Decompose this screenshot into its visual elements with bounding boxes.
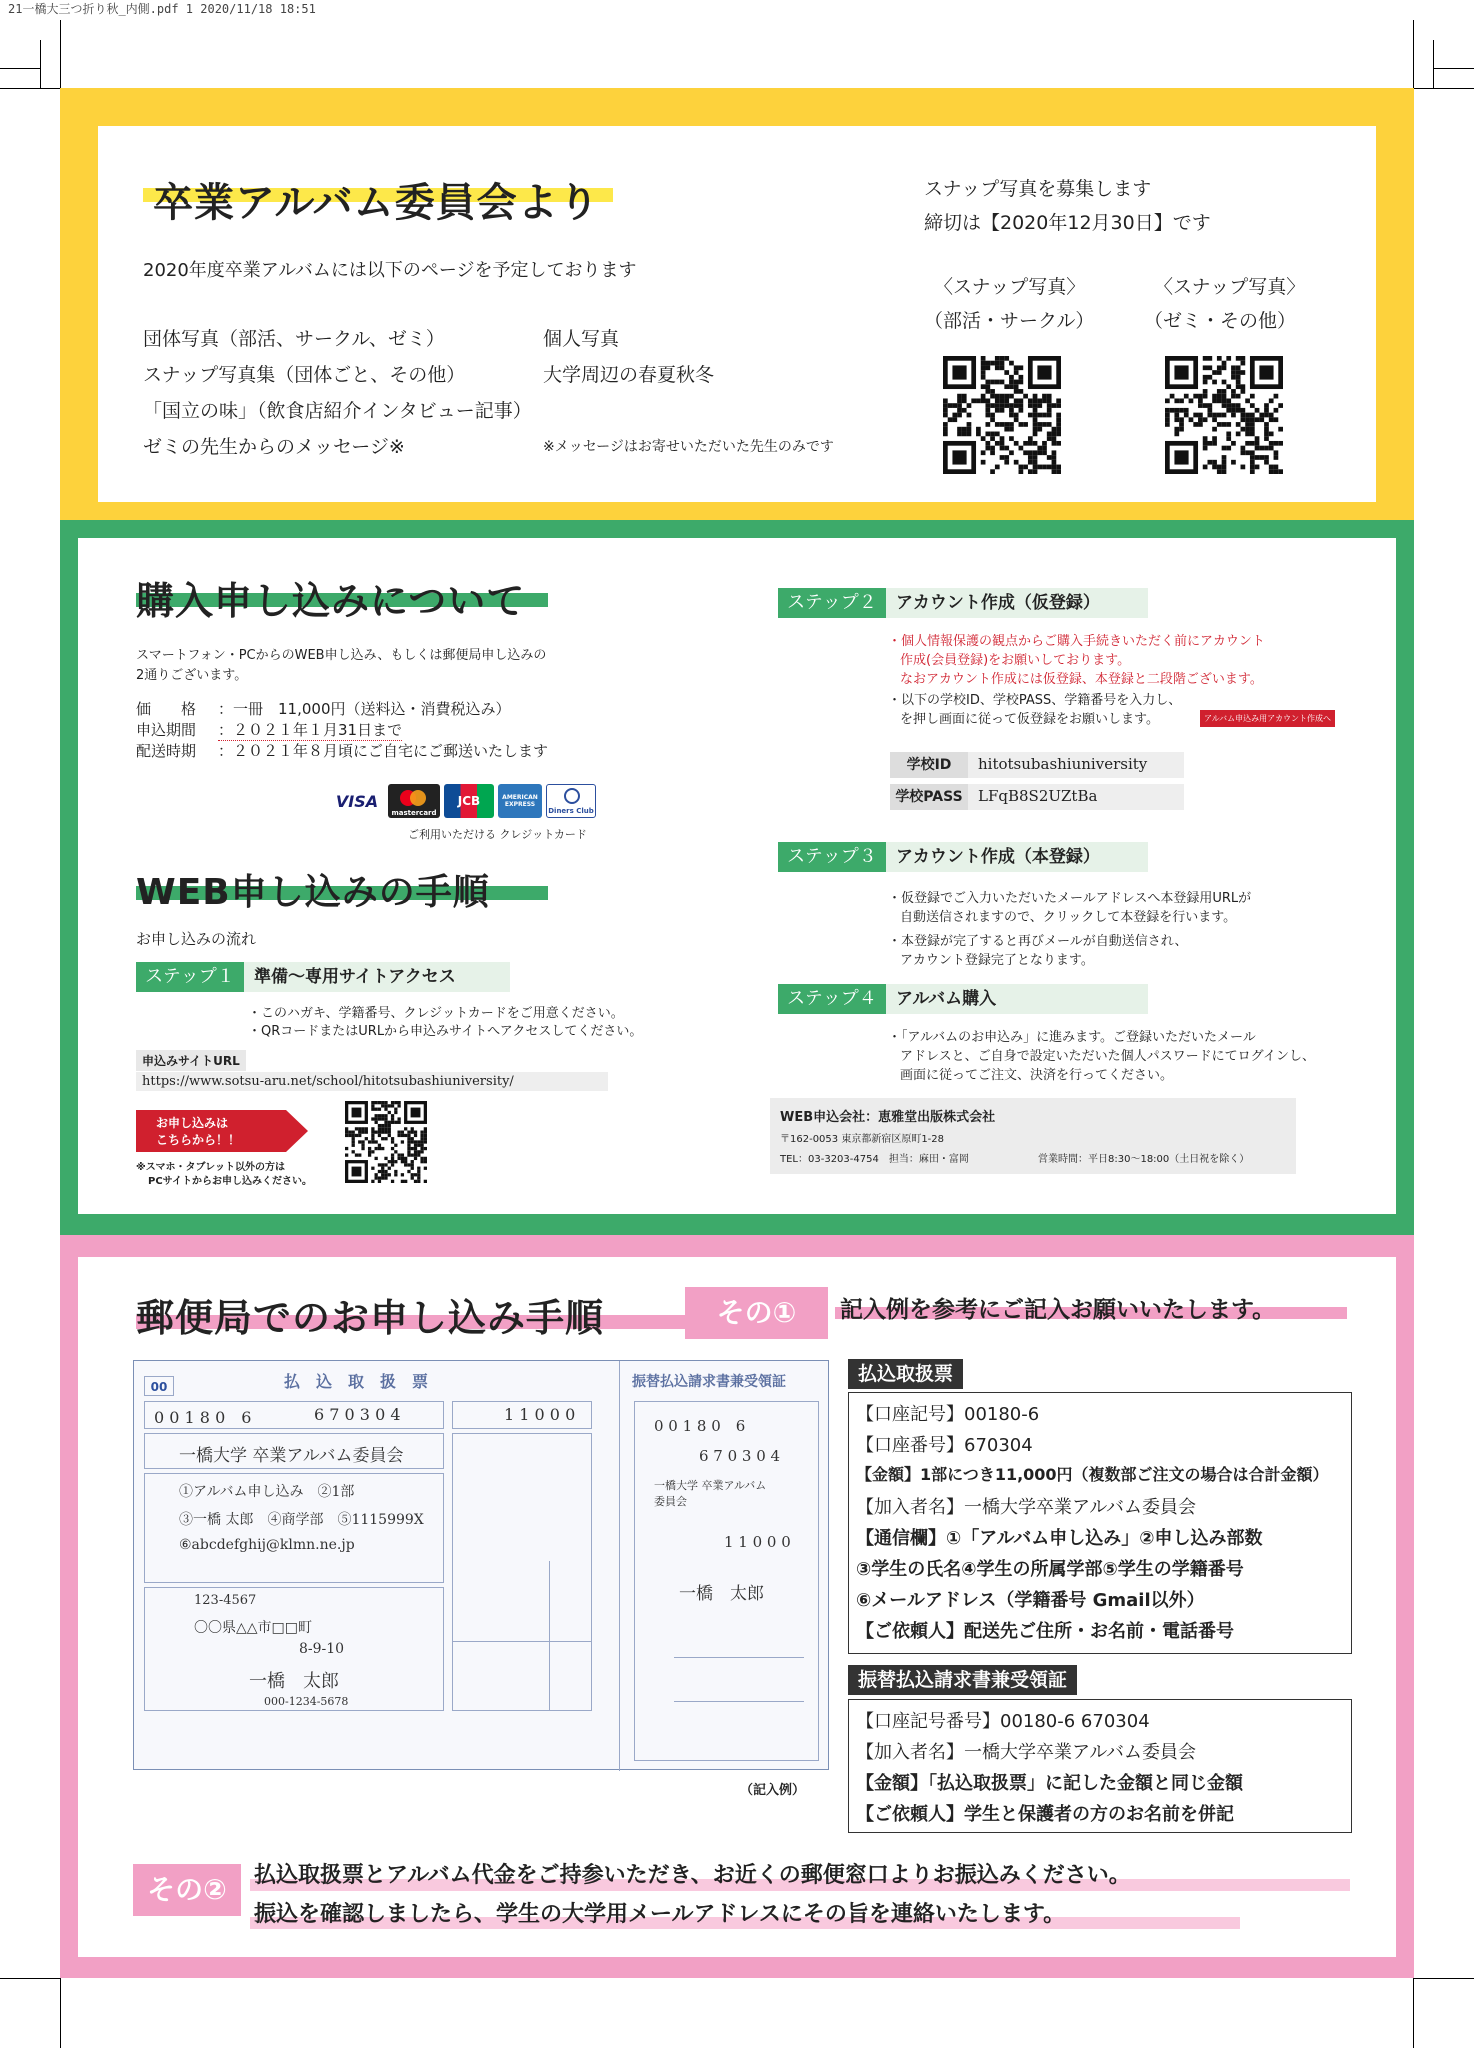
school-id-value: hitotsubashiuniversity	[978, 755, 1148, 773]
web-title: WEB申し込みの手順	[136, 872, 490, 913]
step3-bullet: ・本登録が完了すると再びメールが自動送信され、	[888, 934, 1188, 949]
crop-mark	[1414, 88, 1474, 89]
post-office-panel	[78, 1257, 1396, 1957]
apply-arrow	[286, 1110, 308, 1152]
form-receipt-title: 振替払込請求書兼受領証	[632, 1374, 786, 1390]
step2-privacy: ・個人情報保護の観点からご購入手続きいただく前にアカウント	[888, 634, 1265, 649]
crop-mark	[60, 1978, 61, 2048]
purchase-section	[60, 520, 1414, 1235]
form-amount: 1 1 0 0 0	[504, 1405, 576, 1424]
form-account-code: 0 0 1 8 0 6	[154, 1408, 252, 1427]
form-message: ①アルバム申し込み ②1部	[179, 1484, 355, 1500]
file-header: 21一橋大三つ折り秋_内側.pdf 1 2020/11/18 18:51	[8, 2, 316, 16]
receipt-label: 振替払込請求書兼受領証	[848, 1665, 1077, 1695]
crop-mark	[1434, 68, 1474, 69]
step1-title: 準備～専用サイトアクセス	[254, 967, 456, 987]
slip-line: 【口座記号】00180-6	[856, 1404, 1040, 1425]
step2-bullet: を押し画面に従って仮登録をお願いします。	[900, 712, 1159, 727]
album-intro: 2020年度卒業アルバムには以下のページを予定しております	[143, 260, 637, 281]
step3-bullet: ・仮登録でご入力いただいたメールアドレスへ本登録用URLが	[888, 891, 1252, 906]
receipt-no: 6 7 0 3 0 4	[699, 1447, 781, 1465]
crop-mark	[1413, 20, 1414, 88]
album-note: ※メッセージはお寄せいただいた先生のみです	[543, 439, 834, 455]
step1-bullet: ・QRコードまたはURLから申込みサイトへアクセスしてください。	[248, 1024, 643, 1039]
visa-card-logo: VISA	[330, 784, 384, 818]
crop-mark	[60, 20, 61, 88]
album-item: 団体写真（部活、サークル、ゼミ）	[143, 328, 445, 350]
slip-line: 【加入者名】一橋大学卒業アルバム委員会	[856, 1497, 1197, 1518]
school-pass-row	[890, 784, 1184, 810]
step2-label: ステップ２	[778, 588, 886, 618]
apply-note: ※スマホ・タブレット以外の方は	[136, 1162, 286, 1173]
crop-mark	[0, 88, 60, 89]
post-office-section	[60, 1235, 1414, 1978]
final-instruction: 払込取扱票とアルバム代金をご持参いただき、お近くの郵便窓口よりお振込みください。	[254, 1863, 1131, 1888]
sono2-badge: その②	[133, 1864, 241, 1916]
step1-bullet: ・このハガキ、学籍番号、クレジットカードをご用意ください。	[248, 1006, 624, 1021]
album-item: 個人写真	[543, 328, 620, 350]
post-instruction: 記入例を参考にご記入お願いいたします。	[840, 1297, 1276, 1323]
qr2-sublabel: （ゼミ・その他）	[1144, 310, 1297, 332]
step1-header	[136, 962, 510, 992]
album-panel	[98, 126, 1376, 502]
slip-line: 【通信欄】①「アルバム申し込み」②申し込み部数	[856, 1528, 1263, 1549]
deadline-label: 申込期間	[136, 721, 197, 739]
crop-mark	[40, 40, 41, 88]
purchase-title: 購入申し込みについて	[136, 579, 526, 623]
purchase-intro: スマートフォン・PCからのWEB申し込み、もしくは郵便局申し込みの	[136, 648, 547, 663]
step3-bullet: 自動送信されますので、クリックして本登録を行います。	[900, 910, 1237, 925]
receipt-line: 【加入者名】一橋大学卒業アルバム委員会	[856, 1742, 1197, 1763]
post-title: 郵便局でのお申し込み手順	[136, 1296, 605, 1340]
crop-mark	[1414, 1978, 1474, 1979]
form-address: 8-9-10	[299, 1641, 345, 1657]
flow-label: お申し込みの流れ	[136, 930, 257, 948]
step4-bullet: ・「アルバムのお申込み」に進みます。ご登録いただいたメール	[888, 1030, 1256, 1045]
diners-card-logo: Diners Club	[546, 784, 596, 818]
slip-line: ③学生の氏名④学生の所属学部⑤学生の学籍番号	[856, 1559, 1244, 1580]
form-message: ⑥abcdefghij@klmn.ne.jp	[179, 1537, 355, 1553]
final-notice: 振込を確認しましたら、学生の大学用メールアドレスにその旨を連絡いたします。	[254, 1902, 1066, 1927]
step2-privacy: 作成(会員登録)をお願いしております。	[900, 653, 1131, 668]
qr1-label: 〈スナップ写真〉	[934, 276, 1086, 298]
form-payee: 一橋大学 卒業アルバム委員会	[179, 1446, 404, 1466]
url-label: 申込みサイトURL	[136, 1050, 246, 1071]
form-sender: 一橋 太郎	[249, 1671, 339, 1692]
apply-note: PCサイトからお申し込みください。	[148, 1176, 312, 1187]
form-account-no: 6 7 0 3 0 4	[314, 1405, 401, 1424]
amex-card-logo: AMERICAN EXPRESS	[498, 784, 542, 818]
form-title: 払 込 取 扱 票	[284, 1372, 429, 1391]
snap-recruit: スナップ写真を募集します	[924, 178, 1152, 200]
snap-deadline: 締切は【2020年12月30日】です	[924, 212, 1211, 234]
application-url-link[interactable]: https://www.sotsu-aru.net/school/hitotsubashiuniversity/	[136, 1072, 608, 1091]
account-create-button[interactable]: アルバム申込み用アカウント作成へ	[1200, 710, 1335, 727]
crop-mark	[0, 68, 40, 69]
receipt-line: 【金額】「払込取扱票」に記した金額と同じ金額	[856, 1773, 1243, 1794]
step3-title: アカウント作成（本登録）	[896, 847, 1100, 867]
step4-label: ステップ４	[778, 984, 886, 1014]
form-code: 00	[144, 1376, 174, 1396]
step2-bullet: ・以下の学校ID、学校PASS、学籍番号を入力し、	[888, 693, 1182, 708]
step3-bullet: アカウント登録完了となります。	[900, 953, 1094, 968]
slip-line: ⑥メールアドレス（学籍番号 Gmail以外）	[856, 1590, 1205, 1611]
receipt-amount: 1 1 0 0 0	[724, 1533, 791, 1551]
company-name: WEB申込会社：恵雅堂出版株式会社	[780, 1110, 996, 1125]
crop-mark	[1433, 40, 1434, 88]
qr1-sublabel: （部活・サークル）	[924, 310, 1095, 332]
receipt-sender: 一橋 太郎	[679, 1584, 764, 1604]
cards-caption: ご利用いただける クレジットカード	[408, 828, 587, 841]
form-message: ③一橋 太郎 ④商学部 ⑤1115999X	[179, 1512, 424, 1528]
price-label: 価 格	[136, 700, 197, 718]
delivery-label: 配送時期	[136, 742, 197, 760]
company-address: 〒162-0053 東京都新宿区原町1-28	[780, 1134, 945, 1145]
slip-line: 【金額】1部につき11,000円（複数部ご注文の場合は合計金額）	[856, 1465, 1329, 1484]
receipt-payee: 一橋大学 卒業アルバム委員会	[654, 1479, 767, 1508]
receipt-line: 【ご依頼人】学生と保護者の方のお名前を併記	[856, 1804, 1234, 1825]
album-item: 大学周辺の春夏秋冬	[543, 364, 715, 386]
album-title: 卒業アルバム委員会より	[153, 180, 600, 226]
step2-privacy: なおアカウント作成には仮登録、本登録と二段階ございます。	[900, 672, 1263, 687]
purchase-panel	[78, 538, 1396, 1214]
step1-label: ステップ１	[136, 962, 244, 992]
crop-mark	[1413, 1978, 1414, 2048]
album-item: ゼミの先生からのメッセージ※	[143, 436, 405, 458]
school-id-row	[890, 752, 1184, 778]
step4-bullet: 画面に従ってご注文、決済を行ってください。	[900, 1068, 1174, 1083]
purchase-intro: 2通りございます。	[136, 668, 248, 683]
step3-header	[778, 842, 1148, 872]
form-phone: 000-1234-5678	[264, 1695, 349, 1708]
delivery-value: ：２０２１年８月頃にご自宅にご郵送いたします	[218, 742, 549, 760]
snap-club-qr-code[interactable]	[943, 356, 1061, 474]
qr2-label: 〈スナップ写真〉	[1154, 276, 1306, 298]
step4-bullet: アドレスと、ご自身で設定いただいた個人パスワードにてログインし、	[900, 1049, 1315, 1064]
price-value: ：一冊 11,000円（送料込・消費税込み）	[218, 700, 511, 718]
mastercard-logo: mastercard	[388, 784, 440, 818]
school-id-label: 学校ID	[890, 752, 968, 778]
school-pass-value: LFqB8S2UZtBa	[978, 787, 1098, 805]
step4-title: アルバム購入	[896, 989, 997, 1009]
payment-slip-sample	[133, 1360, 829, 1770]
slip-line: 【口座番号】670304	[856, 1435, 1033, 1456]
snap-seminar-qr-code[interactable]	[1165, 356, 1283, 474]
sono1-badge: その①	[685, 1287, 828, 1339]
company-tel: TEL：03-3203-4754 担当：麻田・富岡	[780, 1154, 969, 1165]
step2-title: アカウント作成（仮登録）	[896, 593, 1100, 613]
apply-here-button[interactable]: お申し込みは こちらから！！	[136, 1110, 286, 1152]
step4-header	[778, 984, 1148, 1014]
album-item: 「国立の味」（飲食店紹介インタビュー記事）	[143, 400, 532, 422]
school-pass-label: 学校PASS	[890, 784, 968, 810]
step3-label: ステップ３	[778, 842, 886, 872]
slip-line: 【ご依頼人】配送先ご住所・お名前・電話番号	[856, 1621, 1234, 1642]
step2-header	[778, 588, 1148, 618]
jcb-card-logo: JCB	[444, 784, 494, 818]
company-info-box	[770, 1098, 1296, 1174]
slip-label: 払込取扱票	[848, 1359, 963, 1389]
deadline-value: ：２０２１年１月31日まで	[218, 721, 403, 739]
form-zip: 123-4567	[194, 1593, 257, 1608]
album-committee-section	[60, 88, 1414, 520]
crop-mark	[0, 1978, 60, 1979]
receipt-code: 0 0 1 8 0 6	[654, 1417, 746, 1435]
form-address: 〇〇県△△市□□町	[194, 1620, 312, 1636]
company-hours: 営業時間：平日8:30～18:00（土日祝を除く）	[1038, 1154, 1250, 1165]
sample-caption: （記入例）	[740, 1783, 806, 1798]
album-item: スナップ写真集（団体ごと、その他）	[143, 364, 466, 386]
application-qr-code[interactable]	[345, 1101, 427, 1183]
receipt-line: 【口座記号番号】00180-6 670304	[856, 1711, 1150, 1732]
